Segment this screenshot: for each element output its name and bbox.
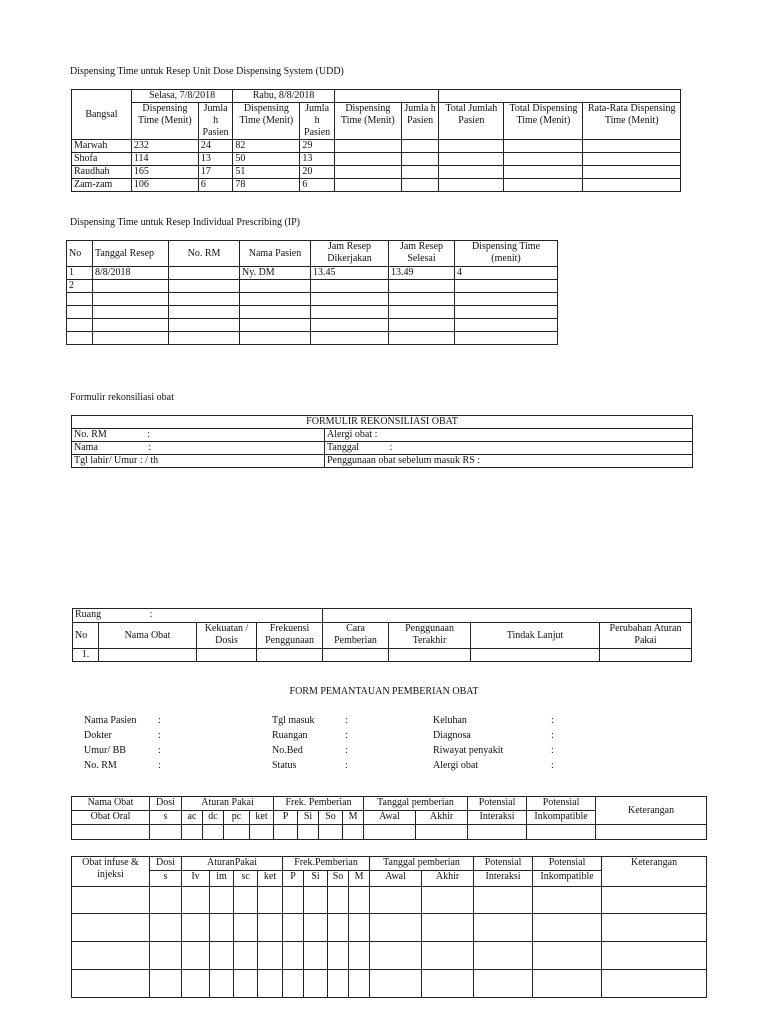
udd-cell-bangsal: Shofa [72, 153, 132, 166]
infuse-tanggal: Tanggal pemberian [370, 857, 474, 871]
infuse-aturan-im: im [210, 871, 234, 887]
info-colon: : [345, 745, 348, 756]
udd-cell-j1: 6 [198, 179, 233, 192]
info-colon: : [345, 760, 348, 771]
infuse-potensial-2: Potensial [533, 857, 602, 871]
infuse-aturan-iv: Iv [182, 871, 210, 887]
oral-aturan-dc: dc [203, 811, 224, 825]
oral-potensial-1: Potensial [468, 797, 527, 811]
oral-inkompatible: Inkompatible [527, 811, 596, 825]
info-keluhan: Keluhan [433, 715, 467, 726]
udd-cell-j2: 29 [300, 140, 335, 153]
ip-col-nama: Nama Pasien [240, 241, 311, 267]
udd-cell-d2: 51 [233, 166, 300, 179]
infuse-awal: Awal [370, 871, 422, 887]
oral-aturan-ket: ket [250, 811, 274, 825]
infuse-inkompatible: Inkompatible [533, 871, 602, 887]
infuse-aturan-ket: ket [258, 871, 283, 887]
ip-cell-rm [169, 267, 240, 280]
oral-frek-m: M [343, 811, 364, 825]
udd-col-dispensing-1: Dispensing Time (Menit) [131, 103, 198, 140]
ip-col-dispensing: Dispensing Time (menit) [455, 241, 558, 267]
oral-aturan-ac: ac [182, 811, 203, 825]
rekon-nama: Nama [74, 442, 98, 453]
info-colon: : [345, 730, 348, 741]
ruang-col-perubahan: Perubahan Aturan Pakai [600, 623, 692, 649]
udd-table [71, 89, 681, 192]
udd-cell-j2: 13 [300, 153, 335, 166]
table-row [67, 319, 558, 332]
oral-awal: Awal [364, 811, 416, 825]
ruang-col-frekuensi: Frekuensi Penggunaan [257, 623, 323, 649]
info-status: Status [272, 760, 297, 771]
udd-group-rabu: Rabu, 8/8/2018 [233, 90, 334, 103]
ip-table [66, 240, 558, 345]
udd-cell-bangsal: Raudhah [72, 166, 132, 179]
table-row [72, 914, 707, 942]
udd-cell-j1: 13 [198, 153, 233, 166]
udd-cell-j2: 20 [300, 166, 335, 179]
oral-frek: Frek. Pemberian [274, 797, 364, 811]
ruang-empty [323, 609, 692, 623]
info-colon: : [158, 760, 161, 771]
udd-col-bangsal: Bangsal [72, 90, 132, 140]
table-row [72, 887, 707, 914]
udd-col-jumlah-1: Jumla h Pasien [198, 103, 233, 140]
oral-table [71, 796, 707, 840]
ip-cell-no: 1 [67, 267, 93, 280]
oral-nama-obat: Nama Obat [72, 797, 150, 811]
udd-cell-d1: 114 [131, 153, 198, 166]
oral-akhir: Akhir [416, 811, 468, 825]
table-row [67, 293, 558, 306]
ruang-colon: : [149, 609, 153, 620]
udd-cell-d2: 50 [233, 153, 300, 166]
table-row [67, 280, 558, 293]
info-riwayat: Riwayat penyakit [433, 745, 504, 756]
pemantauan-title: FORM PEMANTAUAN PEMBERIAN OBAT [289, 686, 479, 697]
rekon-heading: Formulir rekonsiliasi obat [70, 392, 174, 403]
udd-cell-d1: 232 [131, 140, 198, 153]
infuse-frek: Frek.Pemberian [283, 857, 370, 871]
table-row [72, 166, 681, 179]
oral-keterangan: Keterangan [596, 797, 707, 825]
rekon-colon: : [147, 429, 151, 440]
ip-col-no: No [67, 241, 93, 267]
ip-col-rm: No. RM [169, 241, 240, 267]
udd-cell-d2: 82 [233, 140, 300, 153]
info-colon: : [345, 715, 348, 726]
table-row [72, 179, 681, 192]
infuse-aturan-sc: sc [234, 871, 258, 887]
udd-col-total-pasien: Total Jumlah Pasien [439, 103, 504, 140]
oral-frek-so: So [319, 811, 343, 825]
udd-col-dispensing-3: Dispensing Time (Menit) [334, 103, 401, 140]
udd-cell-bangsal: Marwah [72, 140, 132, 153]
rekon-tanggal: Tanggal [327, 442, 360, 453]
udd-col-rata: Rata-Rata Dispensing Time (Menit) [583, 103, 681, 140]
infuse-akhir: Akhir [422, 871, 474, 887]
udd-col-total-dispensing: Total Dispensing Time (Menit) [504, 103, 583, 140]
rekon-nama-cell [72, 442, 325, 455]
rekon-tgl-lahir: Tgl lahir/ Umur : / th [72, 455, 325, 468]
infuse-frek-so: So [328, 871, 349, 887]
table-row [73, 649, 692, 662]
infuse-dosi: Dosi [150, 857, 182, 871]
udd-cell-d1: 106 [131, 179, 198, 192]
info-no-rm: No. RM [84, 760, 117, 771]
udd-heading: Dispensing Time untuk Resep Unit Dose Dispensing System (UDD) [70, 66, 344, 77]
udd-cell-j1: 17 [198, 166, 233, 179]
ruang-col-kekuatan: Kekuatan / Dosis [197, 623, 257, 649]
table-row [67, 306, 558, 319]
udd-cell-d2: 78 [233, 179, 300, 192]
udd-col-jumlah-3: Jumla h Pasien [401, 103, 439, 140]
table-row [72, 825, 707, 840]
udd-cell-j1: 24 [198, 140, 233, 153]
infuse-frek-p: P [283, 871, 304, 887]
oral-dosi-s: s [150, 811, 182, 825]
table-row [72, 153, 681, 166]
info-no-bed: No.Bed [272, 745, 303, 756]
oral-aturan: Aturan Pakai [182, 797, 274, 811]
udd-col-jumlah-2: Jumla h Pasien [300, 103, 335, 140]
rekon-table [71, 415, 693, 468]
table-row [67, 332, 558, 345]
rekon-colon: : [148, 442, 152, 453]
ruang-row-no: 1. [73, 649, 99, 662]
rekon-no-rm: No. RM [74, 429, 107, 440]
oral-frek-si: Si [298, 811, 319, 825]
oral-tanggal: Tanggal pemberian [364, 797, 468, 811]
oral-interaksi: Interaksi [468, 811, 527, 825]
table-row [72, 942, 707, 970]
info-umur: Umur/ BB [84, 745, 126, 756]
ruang-col-nama-obat: Nama Obat [99, 623, 197, 649]
udd-cell-j2: 6 [300, 179, 335, 192]
info-dokter: Dokter [84, 730, 112, 741]
ip-cell-dt: 4 [455, 267, 558, 280]
udd-group-selasa: Selasa, 7/8/2018 [131, 90, 232, 103]
info-colon: : [158, 730, 161, 741]
ruang-col-terakhir: Penggunaan Terakhir [389, 623, 471, 649]
rekon-tanggal-cell [325, 442, 693, 455]
ip-cell-jam2: 13.49 [389, 267, 455, 280]
udd-cell-bangsal: Zam-zam [72, 179, 132, 192]
oral-potensial-2: Potensial [527, 797, 596, 811]
ip-col-jam-dikerjakan: Jam Resep Dikerjakan [311, 241, 389, 267]
oral-aturan-pc: pc [224, 811, 250, 825]
ruang-col-tindak: Tindak Lanjut [471, 623, 600, 649]
info-alergi: Alergi obat [433, 760, 479, 771]
infuse-interaksi: Interaksi [474, 871, 533, 887]
ruang-col-no: No [73, 623, 99, 649]
ip-cell-jam1: 13.45 [311, 267, 389, 280]
info-diagnosa: Diagnosa [433, 730, 471, 741]
oral-frek-p: P [274, 811, 298, 825]
infuse-keterangan: Keterangan [602, 857, 707, 887]
rekon-penggunaan: Penggunaan obat sebelum masuk RS : [325, 455, 693, 468]
infuse-frek-m: M [349, 871, 370, 887]
info-ruangan: Ruangan [272, 730, 308, 741]
rekon-colon: : [389, 442, 393, 453]
info-colon: : [551, 715, 554, 726]
infuse-frek-si: Si [304, 871, 328, 887]
info-colon: : [158, 715, 161, 726]
infuse-potensial-1: Potensial [474, 857, 533, 871]
table-row [72, 140, 681, 153]
infuse-obat: Obat infuse & injeksi [72, 857, 150, 887]
info-colon: : [551, 760, 554, 771]
infuse-aturan: AturanPakai [182, 857, 283, 871]
ip-cell-tanggal: 8/8/2018 [93, 267, 169, 280]
info-colon: : [551, 745, 554, 756]
ruang-label: Ruang [75, 609, 102, 620]
ruang-col-cara: Cara Pemberian [323, 623, 389, 649]
ip-col-jam-selesai: Jam Resep Selesai [389, 241, 455, 267]
info-colon: : [158, 745, 161, 756]
rekon-title: FORMULIR REKONSILIASI OBAT [72, 416, 693, 429]
oral-obat-oral: Obat Oral [72, 811, 150, 825]
ruang-table [72, 608, 692, 662]
rekon-alergi: Alergi obat : [325, 429, 693, 442]
ip-col-tanggal: Tanggal Resep [93, 241, 169, 267]
ip-cell-nama: Ny. DM [240, 267, 311, 280]
ip-cell-no: 2 [67, 280, 93, 293]
table-row [72, 970, 707, 998]
table-row [67, 267, 558, 280]
info-tgl-masuk: Tgl masuk [272, 715, 315, 726]
udd-col-dispensing-2: Dispensing Time (Menit) [233, 103, 300, 140]
ruang-label-cell [73, 609, 323, 623]
info-colon: : [551, 730, 554, 741]
info-nama-pasien: Nama Pasien [84, 715, 137, 726]
infuse-dosi-s: s [150, 871, 182, 887]
udd-cell-d1: 165 [131, 166, 198, 179]
infuse-table [71, 856, 707, 998]
oral-dosi: Dosi [150, 797, 182, 811]
udd-group-empty-2 [439, 90, 681, 103]
ip-heading: Dispensing Time untuk Resep Individual Prescribing (IP) [70, 217, 300, 228]
rekon-no-rm-cell [72, 429, 325, 442]
udd-group-empty [334, 90, 439, 103]
